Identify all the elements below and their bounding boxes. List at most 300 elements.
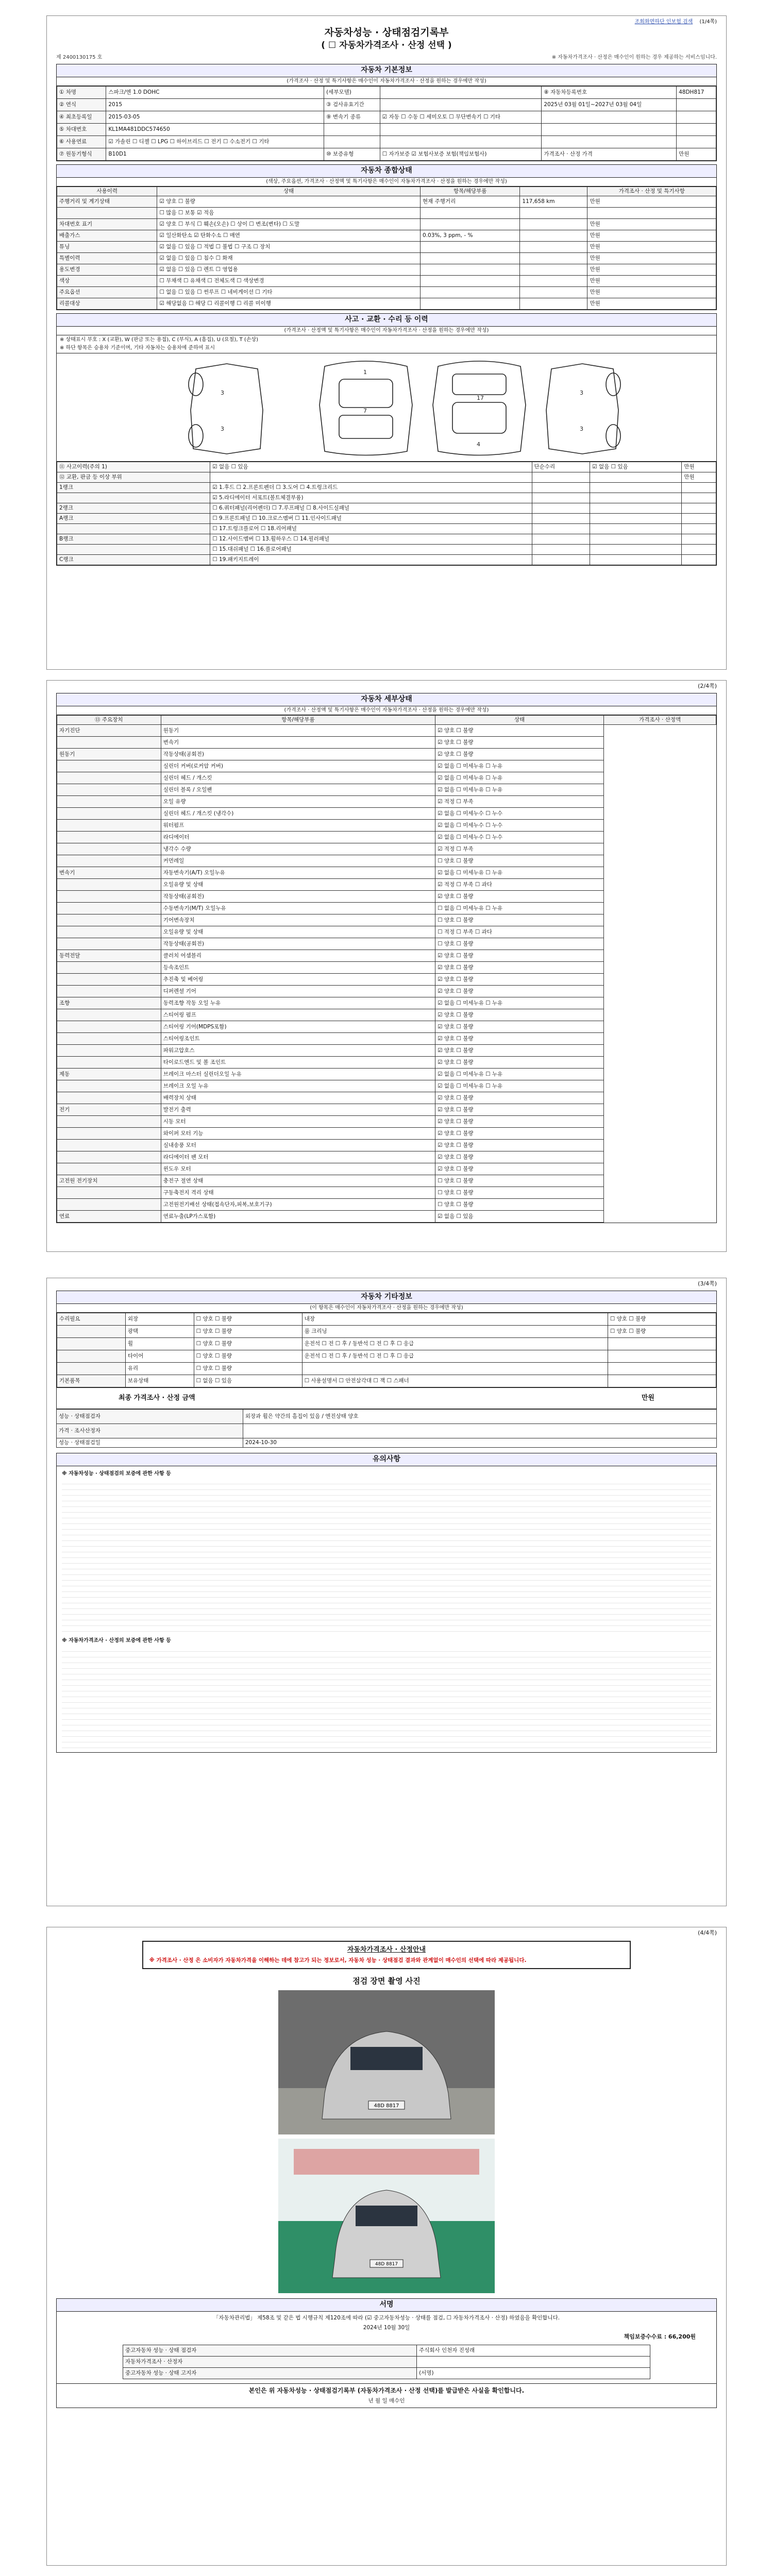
table-row [57, 276, 716, 287]
table-row [57, 534, 716, 545]
table-row [57, 1163, 716, 1175]
table-cell [608, 1375, 716, 1387]
table-row [57, 1175, 716, 1187]
notice-a-text [62, 1479, 711, 1633]
table-row [57, 1045, 716, 1057]
table-cell: 만원 [677, 148, 716, 161]
page-number: (1/4쪽) [699, 19, 717, 25]
table-cell: ☑ 양호 ☐ 불량 [435, 1104, 604, 1116]
table-cell: 가격조사 · 산정 가격 [542, 148, 677, 161]
table-cell: 광택 [125, 1326, 194, 1338]
signature-title: 서명 [57, 2299, 716, 2312]
table-cell: C랭크 [57, 555, 210, 565]
table-cell: ☑ 적정 ☐ 부족 ☐ 과다 [435, 879, 604, 891]
column-header [520, 187, 587, 196]
top-link[interactable]: 조회화면하단 인보험 검색 [634, 19, 693, 25]
car-front-photo-icon [278, 1990, 495, 2134]
notice-b-text [62, 1646, 711, 1749]
table-cell [532, 555, 590, 565]
table-cell: ④ 최초등록일 [57, 111, 106, 124]
table-cell: 만원 [587, 276, 716, 287]
table-cell: 변속기 [57, 867, 161, 879]
table-cell: 충전구 절연 상태 [161, 1175, 435, 1187]
table-cell: ⑥ 사용연료 [57, 136, 106, 148]
table-cell [380, 124, 542, 136]
table-cell [542, 124, 677, 136]
table-row [57, 111, 716, 124]
table-cell [532, 493, 590, 503]
table-cell: 조향 [57, 997, 161, 1009]
table-cell [421, 264, 520, 276]
svg-text:3: 3 [580, 389, 583, 397]
table-cell: ☐ 양호 ☐ 불량 [194, 1363, 302, 1375]
table-row [57, 950, 716, 962]
table-cell [302, 1363, 608, 1375]
table-cell [57, 737, 161, 749]
table-cell: ☑ 없음 ☐ 있음 [435, 1211, 604, 1223]
table-row [57, 124, 716, 136]
svg-text:1: 1 [363, 369, 367, 376]
table-cell [532, 545, 590, 555]
table-row [57, 725, 716, 737]
table-row [57, 1438, 717, 1448]
table-cell: 커먼레일 [161, 855, 435, 867]
table-cell [57, 784, 161, 796]
form-subtitle: ( ☐ 자동차가격조사 · 산정 선택 ) [321, 40, 452, 51]
table-cell [324, 136, 380, 148]
table-cell: 워터펌프 [161, 820, 435, 832]
page-number: (2/4쪽) [698, 683, 717, 689]
table-row [57, 1092, 716, 1104]
table-cell: 만원 [682, 472, 716, 483]
table-cell: ☐ 없음 ☐ 미세누유 ☐ 누유 [435, 903, 604, 914]
table-cell: 스티어링 기어(MDPS포함) [161, 1021, 435, 1033]
table-row [57, 524, 716, 534]
table-cell [590, 493, 682, 503]
table-row [57, 1069, 716, 1080]
table-cell: 연료누출(LP가스포함) [161, 1211, 435, 1223]
table-cell: 차대번호 표기 [57, 219, 157, 230]
table-row [57, 832, 716, 843]
table-cell: 운전석 ☐ 전 ☐ 후 / 동반석 ☐ 전 ☐ 후 ☐ 응급 [302, 1338, 608, 1350]
table-cell: 중고자동차 성능 · 상태 점검자 [123, 2345, 417, 2356]
table-cell: ☑ 자동 ☐ 수동 ☐ 세미오토 ☐ 무단변속기 ☐ 기타 [380, 111, 542, 124]
table-row [57, 903, 716, 914]
table-row [57, 1424, 717, 1438]
table-row [57, 87, 716, 99]
table-cell [57, 962, 161, 974]
footer-sign-line: 년 월 일 매수인 [368, 2397, 405, 2404]
table-cell: ☑ 양호 ☐ 불량 [435, 1045, 604, 1057]
price-guide-box [142, 1941, 631, 1969]
table-cell: 외장 [125, 1313, 194, 1326]
table-cell [57, 1350, 126, 1363]
table-cell [682, 524, 716, 534]
table-cell: 라디에이터 [161, 832, 435, 843]
table-row [57, 749, 716, 760]
table-cell: 2015-03-05 [106, 111, 324, 124]
page-number: (3/4쪽) [698, 1280, 717, 1287]
table-cell: ③ 검사유효기간 [324, 99, 380, 111]
table-cell: 동력전달 [57, 950, 161, 962]
accident-legend: ※ 상태표시 부호 : X (교환), W (판금 또는 용접), C (부식), A (흠집), U (요철), T (손상) [60, 337, 259, 343]
table-cell [57, 1338, 126, 1350]
table-cell [57, 1009, 161, 1021]
table-row [57, 493, 716, 503]
notice-a-heading: ※ 자동차성능 · 상태점검의 보증에 관한 사항 등 [62, 1470, 171, 1477]
table-cell: ☑ 없음 ☐ 미세누유 ☐ 누유 [435, 1069, 604, 1080]
table-row [57, 1033, 716, 1045]
table-cell: 만원 [587, 287, 716, 298]
table-cell [57, 772, 161, 784]
table-cell [57, 843, 161, 855]
table-cell: 휠 [125, 1338, 194, 1350]
svg-text:3: 3 [221, 426, 224, 433]
car-rear-photo-icon [278, 2139, 495, 2293]
signature-table [123, 2345, 650, 2379]
table-cell: ☐ 12.사이드멤버 ☐ 13.휠하우스 ☐ 14.필러패널 [210, 534, 532, 545]
table-row [57, 820, 716, 832]
table-cell: 타이어 [125, 1350, 194, 1363]
table-row [57, 1021, 716, 1033]
table-cell: ☐ 19.패키지트레이 [210, 555, 532, 565]
table-cell: ☑ 양호 ☐ 불량 [435, 1128, 604, 1140]
table-cell [57, 926, 161, 938]
table-cell: 1랭크 [57, 483, 210, 493]
table-row [57, 962, 716, 974]
table-row [57, 1009, 716, 1021]
table-cell: 실린더 블록 / 오일팬 [161, 784, 435, 796]
accident-table [57, 462, 716, 565]
table-row [57, 1350, 716, 1363]
table-cell [57, 855, 161, 867]
table-cell: ☑ 양호 ☐ 불량 [435, 737, 604, 749]
page-3 [46, 1278, 727, 1906]
table-cell: ☑ 양호 ☐ 불량 [435, 986, 604, 997]
table-cell: 만원 [587, 230, 716, 242]
table-cell [682, 534, 716, 545]
table-cell: 현재 주행거리 [421, 196, 520, 208]
table-row [57, 1080, 716, 1092]
table-row [57, 1128, 716, 1140]
table-cell [57, 760, 161, 772]
table-cell: 클러치 어셈블리 [161, 950, 435, 962]
table-cell [57, 1187, 161, 1199]
table-cell [520, 208, 587, 219]
table-cell: ☐ 6.쿼터패널(리어펜더) ☐ 7.루프패널 ☐ 8.사이드실패널 [210, 503, 532, 514]
table-cell [677, 124, 716, 136]
table-cell: B랭크 [57, 534, 210, 545]
table-cell: 작동상태(공회전) [161, 891, 435, 903]
table-cell: 주행거리 및 계기상태 [57, 196, 157, 208]
table-cell: ☑ 적정 ☐ 부족 [435, 843, 604, 855]
table-cell: ☐ 양호 ☐ 불량 [608, 1313, 716, 1326]
table-cell: ☑ 없음 ☐ 미세누유 ☐ 누유 [435, 760, 604, 772]
table-cell: ☑ 양호 ☐ 불량 [435, 1009, 604, 1021]
table-cell [57, 1057, 161, 1069]
table-cell: ☐ 양호 ☐ 불량 [194, 1313, 302, 1326]
table-cell: 117,658 km [520, 196, 587, 208]
column-header: ⑬ 주요장치 [57, 716, 161, 725]
table-cell: ⑧ 자동차등록번호 [542, 87, 677, 99]
table-cell: ☑ 양호 ☐ 불량 [435, 1033, 604, 1045]
table-row [123, 2345, 650, 2356]
table-cell [57, 493, 210, 503]
table-cell: ☐ 양호 ☐ 불량 [435, 1175, 604, 1187]
table-cell: 시동 모터 [161, 1116, 435, 1128]
table-row [57, 462, 716, 472]
table-cell [57, 524, 210, 534]
table-cell [542, 111, 677, 124]
table-row [57, 208, 716, 219]
table-row [57, 545, 716, 555]
table-cell [608, 1338, 716, 1350]
table-cell: 파워고압호스 [161, 1045, 435, 1057]
table-cell: ☑ 적정 ☐ 부족 [435, 796, 604, 808]
table-row [57, 503, 716, 514]
table-header-row [57, 187, 716, 196]
table-cell: 작동상태(공회전) [161, 938, 435, 950]
price-guide-text: ※ 가격조사 · 산정 은 소비자가 자동차가격을 이해하는 데에 참고가 되는 정보로서, 자동차 성능 · 상태점검 결과와 관계없이 매수인의 선택에 따라 제공됩니다. [149, 1957, 527, 1964]
table-cell [682, 545, 716, 555]
table-cell: ☑ 양호 ☐ 불량 [435, 1140, 604, 1151]
table-cell: 연료 [57, 1211, 161, 1223]
table-cell [532, 483, 590, 493]
table-cell [57, 879, 161, 891]
table-cell: ☑ 양호 ☐ 불량 [435, 974, 604, 986]
table-cell [57, 1045, 161, 1057]
table-cell [57, 1033, 161, 1045]
table-cell [590, 514, 682, 524]
table-row [57, 843, 716, 855]
table-row [57, 1057, 716, 1069]
table-cell: 스티어링조인트 [161, 1033, 435, 1045]
table-cell: 윈도우 모터 [161, 1163, 435, 1175]
basic-info-table [57, 86, 716, 161]
table-cell [57, 1163, 161, 1175]
table-row [57, 1338, 716, 1350]
form-note: ※ 자동차가격조사 · 산정은 매수인이 원하는 경우 제공하는 서비스임니다. [551, 54, 717, 60]
table-cell [608, 1350, 716, 1363]
table-cell [57, 986, 161, 997]
table-cell [57, 1326, 126, 1338]
table-cell [682, 503, 716, 514]
table-cell: 내장 [302, 1313, 608, 1326]
table-cell: ☑ 없음 ☐ 미세누수 ☐ 누수 [435, 832, 604, 843]
table-cell [421, 242, 520, 253]
table-cell: ☑ 없음 ☐ 있음 [210, 462, 532, 472]
table-cell: ☑ 양호 ☐ 불량 [435, 1021, 604, 1033]
opinion-table [56, 1409, 717, 1448]
detail-table [57, 715, 716, 1223]
table-cell: 오일 유량 [161, 796, 435, 808]
table-cell: 주요옵션 [57, 287, 157, 298]
other-info-table [57, 1313, 716, 1387]
table-cell: 유리 [125, 1363, 194, 1375]
table-cell: 색상 [57, 276, 157, 287]
table-cell: 성능 · 상태점검자 [57, 1410, 243, 1424]
table-cell: ⑪ 사고이력(주의 1) [57, 462, 210, 472]
table-row [57, 855, 716, 867]
table-cell [682, 514, 716, 524]
table-cell [682, 483, 716, 493]
table-cell: ☑ 없음 ☐ 미세누수 ☐ 누수 [435, 808, 604, 820]
table-cell: ☑ 없음 ☐ 있음 ☐ 렌트 ☐ 영업용 [157, 264, 421, 276]
status-sub: (색상, 주요옵션, 가격조사 · 산정액 및 특기사항은 매수인이 자동차가격조사 · 산정을 원하는 경우에만 작성) [57, 178, 716, 187]
table-cell: ☑ 해당없음 ☐ 해당 ☐ 리콜이행 ☐ 리콜 미이행 [157, 298, 421, 310]
table-cell: 스파크/엔 1.0 DOHC [106, 87, 324, 99]
table-cell: ⑨ 변속기 종류 [324, 111, 380, 124]
table-row [57, 298, 716, 310]
table-row [57, 555, 716, 565]
table-cell [324, 124, 380, 136]
table-cell: 와이퍼 모터 기능 [161, 1128, 435, 1140]
car-diagram [57, 353, 716, 462]
rear-plate: 48D 8817 [375, 2262, 398, 2267]
table-cell: (세부모델) [324, 87, 380, 99]
table-cell: ☑ 없음 ☐ 미세누유 ☐ 누유 [435, 784, 604, 796]
table-cell: ☐ 양호 ☐ 불량 [194, 1326, 302, 1338]
table-cell: 중고자동차 성능 · 상태 고지자 [123, 2367, 417, 2379]
table-row [57, 1326, 716, 1338]
table-row [57, 99, 716, 111]
table-cell: 기어변속장치 [161, 914, 435, 926]
table-cell: ⑤ 차대번호 [57, 124, 106, 136]
table-row [57, 784, 716, 796]
table-cell [590, 472, 682, 483]
table-row [57, 867, 716, 879]
table-cell: 원동기 [57, 749, 161, 760]
table-cell [532, 503, 590, 514]
table-cell [520, 253, 587, 264]
table-row [57, 1410, 717, 1424]
table-cell: 48DH817 [677, 87, 716, 99]
table-cell: ☑ 양호 ☐ 불량 [157, 196, 421, 208]
table-cell [590, 524, 682, 534]
table-cell [57, 914, 161, 926]
table-cell: A랭크 [57, 514, 210, 524]
table-cell: ⑩ 보증유형 [324, 148, 380, 161]
table-cell: 오일유량 및 상태 [161, 926, 435, 938]
table-cell [57, 938, 161, 950]
table-cell [520, 264, 587, 276]
table-cell [520, 219, 587, 230]
table-cell: 디퍼렌셜 기어 [161, 986, 435, 997]
table-cell [587, 208, 716, 219]
table-cell: 만원 [682, 462, 716, 472]
table-cell: 자동차가격조사 · 산정자 [123, 2356, 417, 2367]
table-cell [57, 820, 161, 832]
table-cell: ☐ 양호 ☐ 불량 [435, 1187, 604, 1199]
table-cell [421, 287, 520, 298]
table-cell: ☐ 양호 ☐ 불량 [435, 1199, 604, 1211]
accident-note: ※ 하단 항목은 승용차 기준이며, 기타 자동차는 승용차에 준하여 표시 [57, 345, 716, 354]
column-header: 상태 [157, 187, 421, 196]
table-cell [682, 493, 716, 503]
table-row [57, 1199, 716, 1211]
table-cell: ☐ 없음 ☐ 있음 [194, 1375, 302, 1387]
car-outline-icon [57, 353, 716, 462]
table-cell: 등속조인트 [161, 962, 435, 974]
table-cell: ☑ 없음 ☐ 미세누유 ☐ 누유 [435, 997, 604, 1009]
price-guide-title: 자동차가격조사 · 산정안내 [347, 1946, 426, 1954]
notice-b-heading: ※ 자동차가격조사 · 산정의 보증에 관한 사항 등 [62, 1638, 171, 1644]
table-cell: ☐ 양호 ☐ 불량 [435, 855, 604, 867]
table-row [57, 136, 716, 148]
table-cell [57, 903, 161, 914]
table-cell: ☑ 양호 ☐ 불량 [435, 891, 604, 903]
table-cell: ☑ 없음 ☐ 미세누유 ☐ 누유 [435, 1080, 604, 1092]
table-cell: ☐ 9.프론트패널 ☐ 10.크로스멤버 ☐ 11.인사이드패널 [210, 514, 532, 524]
table-cell: ☑ 5.라디에이터 서포트(볼트체결부품) [210, 493, 532, 503]
table-cell [532, 514, 590, 524]
svg-text:17: 17 [477, 395, 484, 402]
table-cell: 동력조향 작동 오일 누유 [161, 997, 435, 1009]
table-cell: 2025년 03월 01일~2027년 03월 04일 [542, 99, 677, 111]
table-cell: 만원 [587, 242, 716, 253]
table-cell [57, 1199, 161, 1211]
table-cell: ☐ 양호 ☐ 불량 [608, 1326, 716, 1338]
table-cell: 발전기 출력 [161, 1104, 435, 1116]
table-row [57, 230, 716, 242]
table-cell: ☑ 1.후드 ☐ 2.프론트펜더 ☐ 3.도어 ☐ 4.트렁크리드 [210, 483, 532, 493]
svg-text:3: 3 [580, 426, 583, 433]
table-cell: 자기진단 [57, 725, 161, 737]
table-row [57, 997, 716, 1009]
footer-confirm: 본인은 위 자동차성능 · 상태점검기록부 (자동차가격조사 · 산정 선택)를 발급받은 사실을 확인합니다. [57, 2383, 716, 2398]
table-row [57, 879, 716, 891]
signature-text: 「자동차관리법」 제58조 및 같은 법 시행규칙 제120조에 따라 (☑ 중고자동차성능 · 상태를 점검, ☐ 자동차가격조사 · 산정) 하였음을 확인합니다. [213, 2314, 560, 2321]
basic-info-section [56, 64, 717, 161]
table-cell: 만원 [587, 219, 716, 230]
photo-title: 점검 장면 촬영 사진 [352, 1976, 421, 1986]
basic-info-sub: (가격조사 · 산정 및 특기사항은 매수인이 자동차가격조사 · 산정을 원하는 경우에만 작성) [57, 77, 716, 87]
status-section [56, 164, 717, 310]
form-title: 자동차성능 · 상태점검기록부 [324, 26, 449, 38]
table-cell: 냉각수 수량 [161, 843, 435, 855]
table-row [123, 2356, 650, 2367]
table-cell: ☐ 양호 ☐ 불량 [435, 938, 604, 950]
table-cell: 원동기 [161, 725, 435, 737]
svg-text:3: 3 [221, 389, 224, 397]
table-cell [57, 796, 161, 808]
table-cell [57, 974, 161, 986]
table-cell: ☐ 양호 ☐ 불량 [194, 1350, 302, 1363]
accident-sub: (가격조사 · 산정액 및 특기사항은 매수인이 자동차가격조사 · 산정을 원하는 경우에만 작성) [57, 327, 716, 336]
table-cell [57, 808, 161, 820]
table-cell: ☑ 없음 ☐ 미세누유 ☐ 누유 [435, 772, 604, 784]
final-price-label: 최종 가격조사 · 산정 금액 [119, 1394, 195, 1402]
table-cell [421, 208, 520, 219]
table-cell: 단순수리 [532, 462, 590, 472]
table-cell: 성능 · 상태점검일 [57, 1438, 243, 1448]
notice-section [56, 1453, 717, 1753]
accident-section [56, 313, 717, 566]
table-cell: ☑ 일산화탄소 ☑ 탄화수소 ☐ 매연 [157, 230, 421, 242]
table-cell: ☐ 무채색 ☐ 유채색 ☐ 전체도색 ☐ 색상변경 [157, 276, 421, 287]
table-cell: 기본품목 [57, 1375, 126, 1387]
table-row [123, 2367, 650, 2379]
table-row [57, 1187, 716, 1199]
table-row [57, 1363, 716, 1375]
table-cell: 배력장치 상태 [161, 1092, 435, 1104]
table-row [57, 472, 716, 483]
table-cell: ☐ 양호 ☐ 불량 [194, 1338, 302, 1350]
rear-photo [278, 2139, 495, 2293]
table-cell [590, 555, 682, 565]
table-cell: 배출가스 [57, 230, 157, 242]
table-cell: ☐ 17.트렁크플로어 ☐ 18.리어패널 [210, 524, 532, 534]
